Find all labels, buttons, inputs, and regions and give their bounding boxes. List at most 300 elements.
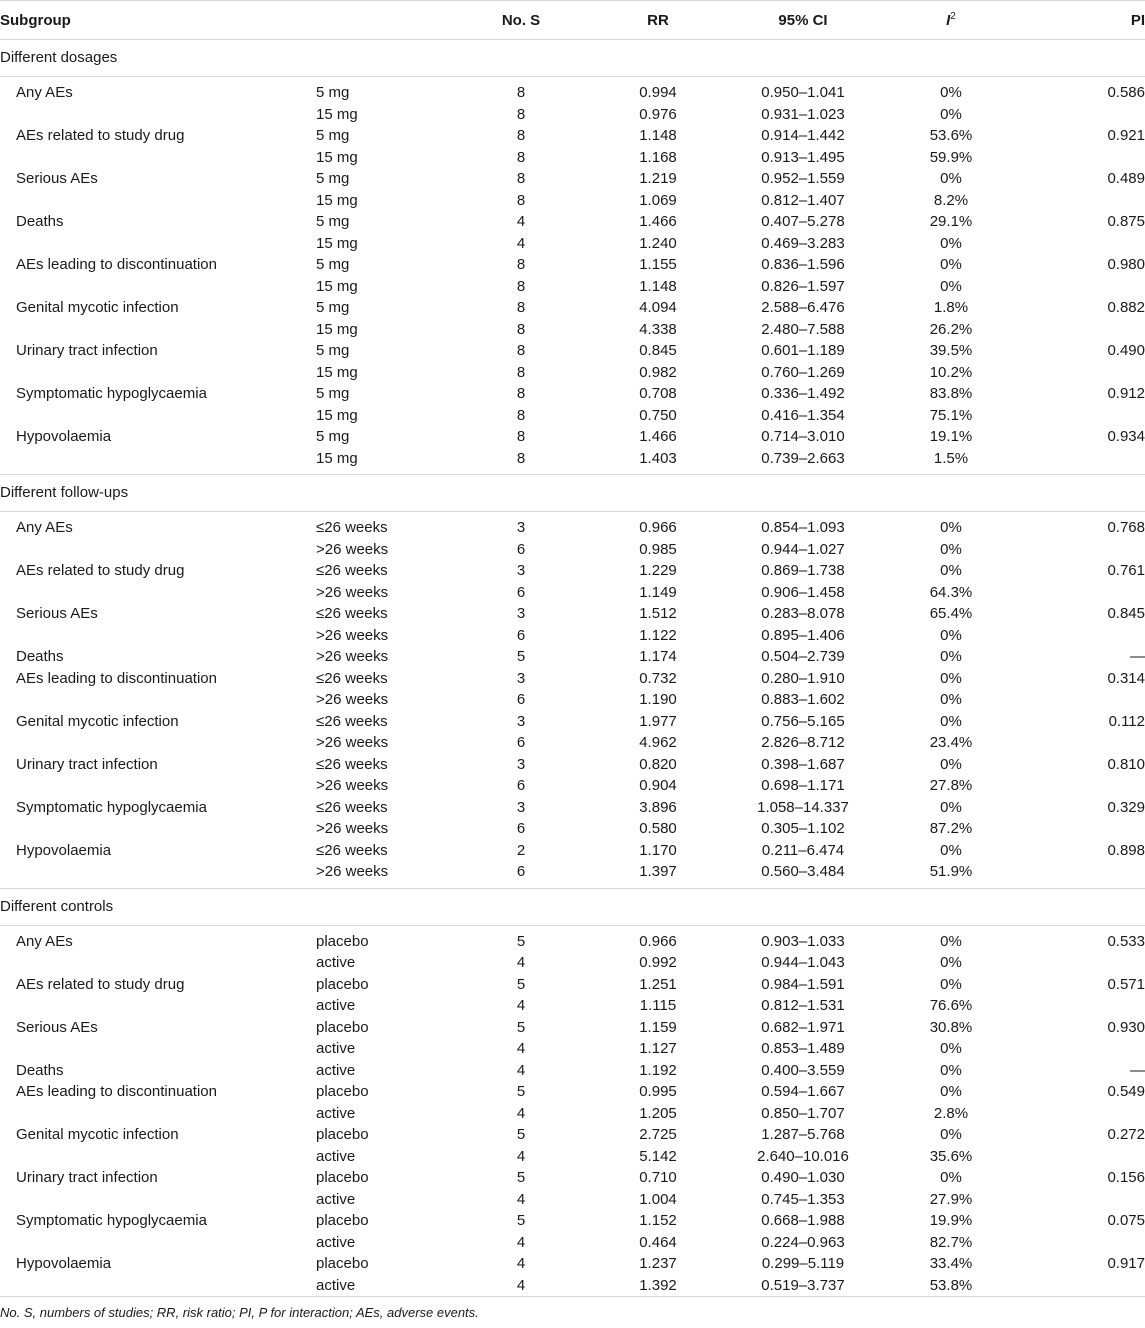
cell-i2: 0%	[940, 1169, 962, 1186]
cell-ci: 0.914–1.442	[761, 127, 845, 144]
cell-ci: 0.519–3.737	[720, 1275, 886, 1297]
cell-level: >26 weeks	[316, 820, 389, 837]
cell-i2: 1.5%	[933, 449, 969, 467]
cell-rr: 1.466	[639, 428, 677, 445]
cell-n-studies: 6	[516, 691, 526, 708]
cell-ci: 0.944–1.027	[761, 540, 845, 558]
cell-ci: 0.931–1.023	[761, 105, 845, 123]
cell-level: 5 mg	[316, 299, 350, 316]
table-row	[0, 1081, 1145, 1103]
cell-rr: 5.142	[639, 1147, 677, 1165]
cell-ci: 0.944–1.043	[761, 954, 845, 971]
cell-pi	[1016, 362, 1145, 384]
cell-level: 5 mg	[316, 127, 350, 144]
cell-pi: —	[1130, 1061, 1145, 1079]
cell-level: 5 mg	[316, 342, 350, 359]
cell-pi	[1016, 1146, 1145, 1168]
cell-ci: 0.469–3.283	[761, 234, 845, 252]
cell-outcome: AEs related to study drug	[16, 127, 185, 144]
cell-ci: 0.668–1.988	[761, 1212, 845, 1229]
cell-ci: 0.560–3.484	[761, 863, 845, 880]
cell-rr: 0.580	[639, 820, 677, 837]
table-row	[0, 319, 1145, 341]
section-title: Different dosages	[0, 40, 1145, 77]
table-row	[0, 383, 1145, 405]
cell-pi: 0.768	[1107, 519, 1145, 536]
table-row	[0, 82, 1145, 104]
cell-i2: 82.7%	[929, 1233, 973, 1251]
cell-outcome	[0, 995, 316, 1017]
cell-pi	[1016, 539, 1145, 561]
cell-i2: 29.1%	[929, 213, 973, 230]
cell-outcome	[0, 732, 316, 754]
table-row	[0, 1146, 1145, 1168]
cell-rr: 0.982	[639, 363, 677, 381]
cell-rr: 1.152	[639, 1212, 677, 1229]
cell-ci: 2.588–6.476	[761, 299, 845, 316]
cell-level: 5 mg	[316, 213, 350, 230]
cell-ci: 1.058–14.337	[757, 798, 849, 816]
cell-rr: 0.985	[639, 540, 677, 558]
table-row	[0, 1167, 1145, 1189]
footnote: No. S, numbers of studies; RR, risk ratio; PI, P for interaction; AEs, adverse events.	[0, 1305, 479, 1320]
cell-i2: 59.9%	[929, 148, 973, 166]
cell-ci: 2.480–7.588	[761, 320, 845, 338]
table-row	[0, 952, 1145, 974]
cell-ci: 0.836–1.596	[761, 256, 845, 273]
cell-rr: 1.174	[639, 648, 677, 665]
cell-pi: 0.314	[1107, 669, 1145, 687]
cell-outcome: Serious AEs	[16, 1018, 98, 1036]
cell-ci: 0.305–1.102	[761, 820, 845, 837]
cell-pi	[1016, 689, 1145, 711]
cell-pi	[1016, 995, 1145, 1017]
cell-n-studies: 8	[516, 277, 526, 295]
cell-level: 5 mg	[316, 170, 350, 187]
cell-level: ≤26 weeks	[316, 841, 388, 859]
cell-ci: 0.850–1.707	[761, 1104, 845, 1122]
table-row	[0, 104, 1145, 126]
cell-pi	[1016, 1232, 1145, 1254]
cell-rr: 1.004	[639, 1190, 677, 1208]
table-row	[0, 1038, 1145, 1060]
cell-level: active	[316, 1104, 356, 1122]
cell-ci: 0.601–1.189	[761, 342, 845, 359]
cell-outcome	[0, 952, 316, 974]
cell-rr: 0.976	[639, 105, 677, 123]
cell-rr: 0.732	[639, 669, 677, 687]
cell-rr: 1.192	[639, 1061, 677, 1079]
cell-rr: 1.149	[639, 583, 677, 601]
section-spacer	[0, 1297, 1145, 1303]
cell-pi	[1016, 1189, 1145, 1211]
cell-n-studies: 8	[516, 84, 526, 101]
table-row	[0, 754, 1145, 776]
cell-ci: 0.299–5.119	[761, 1255, 845, 1272]
cell-ci: 0.211–6.474	[761, 841, 845, 859]
cell-rr: 1.127	[639, 1040, 677, 1057]
cell-level: placebo	[316, 1169, 369, 1186]
cell-n-studies: 8	[516, 299, 526, 316]
cell-ci: 1.287–5.768	[761, 1126, 845, 1143]
cell-level: placebo	[316, 975, 369, 993]
cell-n-studies: 6	[516, 583, 526, 601]
cell-i2: 26.2%	[929, 320, 973, 338]
cell-n-studies: 5	[516, 932, 526, 950]
cell-outcome: Hypovolaemia	[16, 1255, 112, 1272]
table-row	[0, 1103, 1145, 1125]
cell-rr: 0.710	[639, 1169, 677, 1186]
cell-i2: 0%	[940, 234, 962, 252]
table-row	[0, 1275, 1145, 1297]
table-row	[0, 211, 1145, 233]
cell-i2: 19.1%	[929, 428, 973, 445]
cell-rr: 0.820	[639, 755, 677, 773]
cell-ci: 0.906–1.458	[761, 583, 845, 601]
cell-n-studies: 8	[516, 320, 526, 338]
cell-ci: 0.883–1.602	[761, 691, 845, 708]
cell-n-studies: 6	[516, 777, 526, 794]
cell-pi	[1016, 732, 1145, 754]
cell-rr: 1.190	[639, 691, 677, 708]
cell-level: placebo	[316, 932, 369, 950]
cell-rr: 1.148	[639, 277, 677, 295]
table-row	[0, 1017, 1145, 1039]
cell-outcome: Serious AEs	[16, 605, 98, 622]
cell-i2: 0%	[940, 975, 962, 993]
table-row	[0, 517, 1145, 539]
cell-level: placebo	[316, 1126, 369, 1143]
cell-outcome: Urinary tract infection	[16, 1169, 158, 1186]
table-row	[0, 689, 1145, 711]
cell-i2: 33.4%	[929, 1255, 973, 1272]
cell-rr: 0.966	[639, 932, 677, 950]
header-ci: 95% CI	[720, 1, 886, 40]
cell-level: placebo	[316, 1255, 369, 1272]
cell-n-studies: 8	[516, 342, 526, 359]
cell-level: 5 mg	[316, 385, 350, 402]
cell-rr: 1.170	[639, 841, 677, 859]
cell-outcome	[0, 276, 316, 298]
cell-outcome: Deaths	[16, 648, 64, 665]
table-row	[0, 711, 1145, 733]
cell-pi	[1016, 625, 1145, 647]
header-level	[316, 1, 446, 40]
cell-rr: 1.403	[639, 449, 677, 467]
cell-outcome	[0, 405, 316, 427]
cell-outcome	[0, 861, 316, 883]
cell-i2: 2.8%	[933, 1104, 969, 1122]
cell-level: >26 weeks	[316, 863, 389, 880]
cell-ci: 0.416–1.354	[761, 406, 845, 424]
cell-rr: 1.115	[639, 997, 677, 1014]
cell-outcome	[0, 190, 316, 212]
cell-n-studies: 5	[516, 1083, 526, 1100]
header-nos: No. S	[446, 1, 596, 40]
table-body	[0, 40, 1145, 1303]
cell-n-studies: 3	[516, 712, 526, 730]
cell-rr: 1.397	[639, 863, 677, 880]
cell-level: ≤26 weeks	[316, 755, 388, 773]
table-row	[0, 560, 1145, 582]
cell-outcome: Genital mycotic infection	[16, 1126, 179, 1143]
cell-pi	[1016, 276, 1145, 298]
cell-level: 15 mg	[316, 105, 358, 123]
cell-rr: 0.995	[639, 1083, 677, 1100]
table-row	[0, 254, 1145, 276]
table-row	[0, 732, 1145, 754]
cell-n-studies: 8	[516, 363, 526, 381]
cell-rr: 1.148	[639, 127, 677, 144]
cell-i2: 0%	[940, 105, 962, 123]
cell-i2: 0%	[940, 798, 962, 816]
cell-outcome: Deaths	[16, 1061, 64, 1079]
cell-rr: 4.338	[639, 320, 677, 338]
cell-ci: 0.760–1.269	[761, 363, 845, 381]
header-subgroup: Subgroup	[0, 1, 316, 40]
table-row	[0, 818, 1145, 840]
cell-outcome: AEs leading to discontinuation	[16, 1083, 217, 1100]
cell-level: 5 mg	[316, 256, 350, 273]
cell-pi	[1016, 104, 1145, 126]
cell-pi: 0.549	[1107, 1083, 1145, 1100]
cell-pi: 0.898	[1107, 841, 1145, 859]
cell-i2: 53.6%	[929, 127, 973, 144]
cell-ci: 0.913–1.495	[761, 148, 845, 166]
cell-n-studies: 6	[516, 626, 526, 644]
cell-n-studies: 5	[516, 648, 526, 665]
cell-n-studies: 5	[516, 1126, 526, 1143]
cell-i2: 39.5%	[929, 342, 973, 359]
table-row	[0, 931, 1145, 953]
cell-outcome: Symptomatic hypoglycaemia	[16, 798, 207, 816]
cell-ci: 0.756–5.165	[761, 712, 845, 730]
table-row	[0, 861, 1145, 883]
cell-ci: 0.952–1.559	[761, 170, 845, 187]
cell-i2: 0%	[940, 712, 962, 730]
cell-i2: 0%	[940, 669, 962, 687]
cell-i2: 10.2%	[929, 363, 973, 381]
cell-level: ≤26 weeks	[316, 712, 388, 730]
cell-n-studies: 8	[516, 127, 526, 144]
cell-rr: 1.122	[639, 626, 677, 644]
cell-outcome: Serious AEs	[16, 170, 98, 187]
cell-n-studies: 3	[516, 755, 526, 773]
cell-outcome	[0, 1275, 316, 1297]
cell-n-studies: 3	[516, 519, 526, 536]
table-row	[0, 797, 1145, 819]
cell-n-studies: 4	[516, 1104, 526, 1122]
cell-outcome: Hypovolaemia	[16, 841, 112, 859]
cell-pi	[1016, 1103, 1145, 1125]
cell-outcome	[0, 448, 316, 470]
cell-pi: 0.586	[1107, 84, 1145, 101]
table-row	[0, 276, 1145, 298]
cell-level: 15 mg	[316, 406, 358, 424]
cell-n-studies: 6	[516, 863, 526, 880]
table-row	[0, 233, 1145, 255]
cell-level: >26 weeks	[316, 583, 389, 601]
cell-pi: 0.934	[1107, 428, 1145, 445]
cell-n-studies: 6	[516, 734, 526, 751]
cell-rr: 4.094	[639, 299, 677, 316]
cell-level: 15 mg	[316, 449, 358, 467]
table-row	[0, 1253, 1145, 1275]
table-row	[0, 1124, 1145, 1146]
cell-i2: 0%	[940, 519, 962, 536]
table-row	[0, 405, 1145, 427]
cell-pi	[1016, 775, 1145, 797]
cell-i2: 53.8%	[886, 1275, 1016, 1297]
cell-i2: 0%	[940, 562, 962, 579]
cell-ci: 0.698–1.171	[761, 777, 845, 794]
cell-pi	[1016, 190, 1145, 212]
cell-i2: 8.2%	[933, 191, 969, 209]
cell-rr: 0.992	[639, 954, 677, 971]
cell-outcome: AEs related to study drug	[16, 562, 185, 579]
table-row	[0, 362, 1145, 384]
cell-outcome: Any AEs	[16, 84, 73, 101]
cell-n-studies: 8	[516, 256, 526, 273]
cell-i2: 0%	[940, 84, 962, 101]
cell-rr: 2.725	[639, 1126, 677, 1143]
cell-rr: 1.251	[639, 975, 677, 993]
cell-rr: 3.896	[639, 798, 677, 816]
cell-outcome: Genital mycotic infection	[16, 299, 179, 316]
cell-pi: 0.329	[1107, 798, 1145, 816]
cell-outcome	[0, 689, 316, 711]
cell-pi: 0.490	[1107, 342, 1145, 359]
cell-i2: 30.8%	[929, 1018, 973, 1036]
cell-i2: 0%	[940, 755, 962, 773]
cell-i2: 0%	[940, 648, 962, 665]
cell-ci: 0.826–1.597	[761, 277, 845, 295]
cell-level: placebo	[316, 1018, 369, 1036]
cell-i2: 87.2%	[929, 820, 973, 837]
cell-n-studies: 4	[516, 1233, 526, 1251]
cell-level: 5 mg	[316, 84, 350, 101]
table-row	[0, 995, 1145, 1017]
cell-rr: 1.219	[639, 170, 677, 187]
cell-pi	[1016, 147, 1145, 169]
cell-i2: 0%	[940, 277, 962, 295]
cell-pi: 0.571	[1107, 975, 1145, 993]
table-row	[0, 840, 1145, 862]
cell-level: active	[316, 1040, 356, 1057]
cell-pi: 0.875	[1107, 213, 1145, 230]
cell-rr: 0.845	[639, 342, 677, 359]
table-row	[0, 603, 1145, 625]
cell-n-studies: 4	[516, 213, 526, 230]
cell-rr: 1.237	[639, 1255, 677, 1272]
cell-outcome	[0, 1038, 316, 1060]
cell-outcome: Urinary tract infection	[16, 755, 158, 773]
cell-pi: 0.930	[1107, 1018, 1145, 1036]
cell-n-studies: 3	[516, 562, 526, 579]
cell-level: 15 mg	[316, 277, 358, 295]
table-row	[0, 147, 1145, 169]
cell-pi	[1016, 952, 1145, 974]
cell-ci: 0.984–1.591	[761, 975, 845, 993]
cell-n-studies: 4	[516, 954, 526, 971]
section-header-row	[0, 888, 1145, 925]
cell-outcome: AEs leading to discontinuation	[16, 256, 217, 273]
cell-rr: 1.392	[596, 1275, 720, 1297]
cell-n-studies: 5	[516, 975, 526, 993]
cell-n-studies: 4	[516, 1147, 526, 1165]
cell-level: placebo	[316, 1083, 369, 1100]
cell-ci: 0.490–1.030	[761, 1169, 845, 1186]
cell-rr: 1.159	[639, 1018, 677, 1036]
cell-i2: 35.6%	[929, 1147, 973, 1165]
cell-pi	[1016, 448, 1145, 470]
cell-level: active	[316, 997, 356, 1014]
cell-rr: 1.512	[639, 605, 677, 622]
cell-n-studies: 4	[446, 1275, 596, 1297]
cell-level: ≤26 weeks	[316, 562, 388, 579]
cell-n-studies: 5	[516, 1018, 526, 1036]
cell-outcome	[0, 319, 316, 341]
table-row	[0, 448, 1145, 470]
cell-pi: 0.882	[1107, 299, 1145, 316]
table-row	[0, 646, 1145, 668]
cell-outcome: Deaths	[16, 213, 64, 230]
cell-rr: 1.229	[639, 562, 677, 579]
cell-level: ≤26 weeks	[316, 605, 388, 622]
cell-i2: 0%	[940, 256, 962, 273]
cell-ci: 0.903–1.033	[761, 932, 845, 950]
cell-pi	[1016, 582, 1145, 604]
cell-rr: 1.069	[639, 191, 677, 209]
cell-rr: 1.155	[639, 256, 677, 273]
cell-ci: 2.826–8.712	[761, 734, 845, 751]
section-header-row	[0, 475, 1145, 512]
cell-level: 15 mg	[316, 234, 358, 252]
cell-i2: 51.9%	[929, 863, 973, 880]
table-row	[0, 1060, 1145, 1082]
cell-outcome: Symptomatic hypoglycaemia	[16, 1212, 207, 1229]
cell-n-studies: 8	[516, 148, 526, 166]
section-title: Different follow-ups	[0, 475, 1145, 512]
cell-i2: 0%	[940, 1040, 962, 1057]
table-row	[0, 1210, 1145, 1232]
cell-i2: 0%	[940, 1061, 962, 1079]
cell-outcome	[0, 818, 316, 840]
cell-i2: 0%	[940, 691, 962, 708]
cell-level: 5 mg	[316, 428, 350, 445]
header-rr: RR	[596, 1, 720, 40]
cell-outcome: AEs leading to discontinuation	[16, 669, 217, 687]
cell-i2: 0%	[940, 540, 962, 558]
cell-pi: 0.912	[1107, 385, 1145, 402]
cell-pi	[1016, 405, 1145, 427]
cell-pi	[1016, 233, 1145, 255]
cell-level: 15 mg	[316, 148, 358, 166]
cell-ci: 0.594–1.667	[761, 1083, 845, 1100]
cell-rr: 1.205	[639, 1104, 677, 1122]
cell-level: active	[316, 1147, 356, 1165]
cell-rr: 4.962	[639, 734, 677, 751]
cell-n-studies: 5	[516, 1169, 526, 1186]
cell-i2: 19.9%	[929, 1212, 973, 1229]
cell-outcome: Hypovolaemia	[16, 428, 112, 445]
cell-level: 15 mg	[316, 320, 358, 338]
cell-pi	[1016, 861, 1145, 883]
cell-i2: 23.4%	[929, 734, 973, 751]
cell-level: >26 weeks	[316, 626, 389, 644]
cell-n-studies: 2	[516, 841, 526, 859]
cell-level: >26 weeks	[316, 734, 389, 751]
